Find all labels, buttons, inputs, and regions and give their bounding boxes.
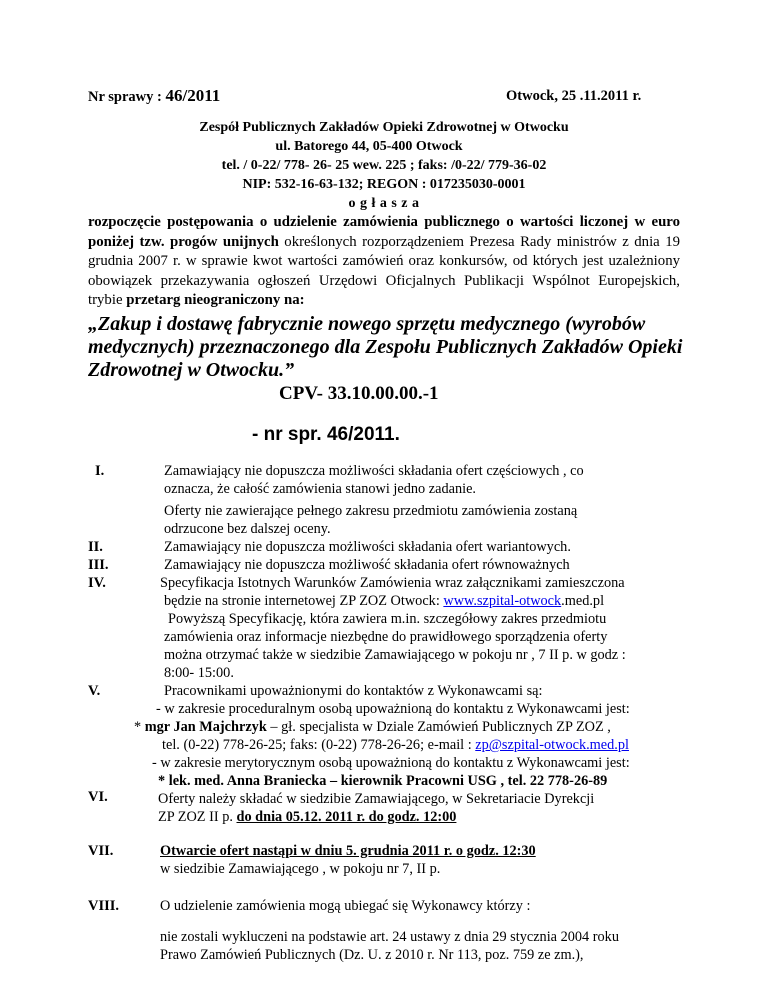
subject-line-1: „Zakup i dostawę fabrycznie nowego sprzętu medycznego (wyrobów: [88, 313, 646, 335]
section-number-3: III.: [88, 557, 109, 573]
section-4-line-c: Powyższą Specyfikację, która zawiera m.in. szczegółowy zakres przedmiotu: [168, 611, 607, 627]
procedure-mode: przetarg nieograniczony: [126, 292, 281, 308]
subject-line-3: Zdrowotnej w Otwocku.”: [88, 359, 295, 381]
institution-ids: NIP: 532-16-63-132; REGON : 017235030-0001: [242, 177, 526, 192]
intro-bold: rozpoczęcie postępowania o udzielenie zamówienia publicznego o wartości liczonej w euro poniżej tzw. progów unijnych: [88, 214, 680, 250]
section-5-line-a: Pracownikami upoważnionymi do kontaktów z Wykonawcami są:: [164, 683, 543, 699]
section-4-line-e: można otrzymać także w siedzibie Zamawiającego w pokoju nr , 7 II p. w godz :: [164, 647, 626, 663]
intro-end: na:: [280, 292, 305, 308]
section-4-text: będzie na stronie internetowej ZP ZOZ Otwock:: [164, 593, 444, 609]
section-6-line-a: Oferty należy składać w siedzibie Zamawiającego, w Sekretariacie Dyrekcji: [158, 791, 595, 807]
section-1-line-c: Oferty nie zawierające pełnego zakresu przedmiotu zamówienia zostaną: [164, 503, 578, 519]
case-number-line: [88, 86, 220, 106]
section-number-6: VI.: [88, 789, 108, 805]
section-1-line-a: Zamawiający nie dopuszcza możliwości składania ofert częściowych , co: [164, 463, 584, 479]
section-1-line-d: odrzucone bez dalszej oceny.: [164, 521, 331, 537]
section-4-line-b: [164, 593, 604, 610]
section-8-line-c: Prawo Zamówień Publicznych (Dz. U. z 2010 r. Nr 113, poz. 759 ze zm.),: [160, 947, 584, 963]
contact-name-substantive: * lek. med. Anna Braniecka – kierownik Pracowni USG , tel. 22 778-26-89: [158, 773, 608, 789]
opening-date: Otwarcie ofert nastąpi w dniu 5. grudnia 2011 r. o godz. 12:30: [160, 843, 536, 859]
case-label: Nr sprawy :: [88, 89, 166, 105]
section-number-1: I.: [95, 463, 105, 479]
section-number-2: II.: [88, 539, 103, 555]
website-suffix: .med.pl: [561, 593, 605, 609]
cpv-code: CPV- 33.10.00.00.-1: [279, 383, 439, 404]
section-number-4: IV.: [88, 575, 106, 591]
section-5-line-c: [134, 719, 611, 736]
announces-heading: o g ł a s z a: [348, 196, 420, 211]
place-date: Otwock, 25 .11.2011 r.: [506, 88, 642, 104]
section-number-5: V.: [88, 683, 101, 699]
website-link[interactable]: www.szpital-otwock: [443, 593, 562, 609]
section-4-line-a: Specyfikacja Istotnych Warunków Zamówienia wraz załącznikami zamieszczona: [160, 575, 625, 591]
email-link[interactable]: zp@szpital-otwock.med.pl: [475, 737, 629, 753]
section-7-line-b: w siedzibie Zamawiającego , w pokoju nr 7, II p.: [160, 861, 441, 877]
intro-text: określonych rozporządzeniem Prezesa Rady ministrów z dnia 19 grudnia 2007 r. w sprawie kwot wartości zamówień oraz konkursów, od których jest uzależniony obowiązek przekazywania ogłoszeń Urzędowi Oficjalnych Publikacji Wspólnot Europejskich, trybie: [88, 233, 681, 308]
section-2-text: Zamawiający nie dopuszcza możliwości składania ofert wariantowych.: [164, 539, 571, 555]
section-number-8: VIII.: [88, 898, 120, 914]
section-6-line-b: [158, 809, 456, 826]
section-3-text: Zamawiający nie dopuszcza możliwość składania ofert równoważnych: [164, 557, 570, 573]
section-4-line-d: zamówienia oraz informacje niezbędne do prawidłowego sporządzenia oferty: [164, 629, 608, 645]
section-6-place: ZP ZOZ II p.: [158, 809, 237, 825]
case-number: 46/2011: [165, 86, 221, 105]
section-5-line-b: - w zakresie proceduralnym osobą upoważnioną do kontaktu z Wykonawcami jest:: [156, 701, 630, 717]
institution-phone: tel. / 0-22/ 778- 26- 25 wew. 225 ; faks: /0-22/ 779-36-02: [221, 158, 547, 173]
reference-number: - nr spr. 46/2011.: [252, 424, 400, 445]
institution-name: Zespół Publicznych Zakładów Opieki Zdrowotnej w Otwocku: [199, 120, 569, 135]
section-1-line-b: oznacza, że całość zamówienia stanowi jedno zadanie.: [164, 481, 476, 497]
section-5-line-e: - w zakresie merytorycznym osobą upoważnioną do kontaktu z Wykonawcami jest:: [152, 755, 630, 771]
subject-line-2: medycznych) przeznaczonego dla Zespołu Publicznych Zakładów Opieki: [88, 336, 683, 358]
institution-address: ul. Batorego 44, 05-400 Otwock: [275, 139, 463, 154]
section-number-7: VII.: [88, 843, 114, 859]
intro-paragraph: [88, 213, 680, 311]
offer-deadline: do dnia 05.12. 2011 r. do godz. 12:00: [236, 809, 457, 825]
contact-role-procedural: – gł. specjalista w Dziale Zamówień Publicznych ZP ZOZ ,: [266, 719, 611, 735]
bullet-star: *: [134, 719, 145, 735]
contact-name-procedural: mgr Jan Majchrzyk: [144, 719, 267, 735]
section-8-line-b: nie zostali wykluczeni na podstawie art. 24 ustawy z dnia 29 stycznia 2004 roku: [160, 929, 619, 945]
section-5-line-d: [162, 737, 629, 754]
contact-phone-fax: tel. (0-22) 778-26-25; faks: (0-22) 778-26-26; e-mail :: [162, 737, 476, 753]
section-8-line-a: O udzielenie zamówienia mogą ubiegać się Wykonawcy którzy :: [160, 898, 531, 914]
section-4-line-f: 8:00- 15:00.: [164, 665, 234, 681]
